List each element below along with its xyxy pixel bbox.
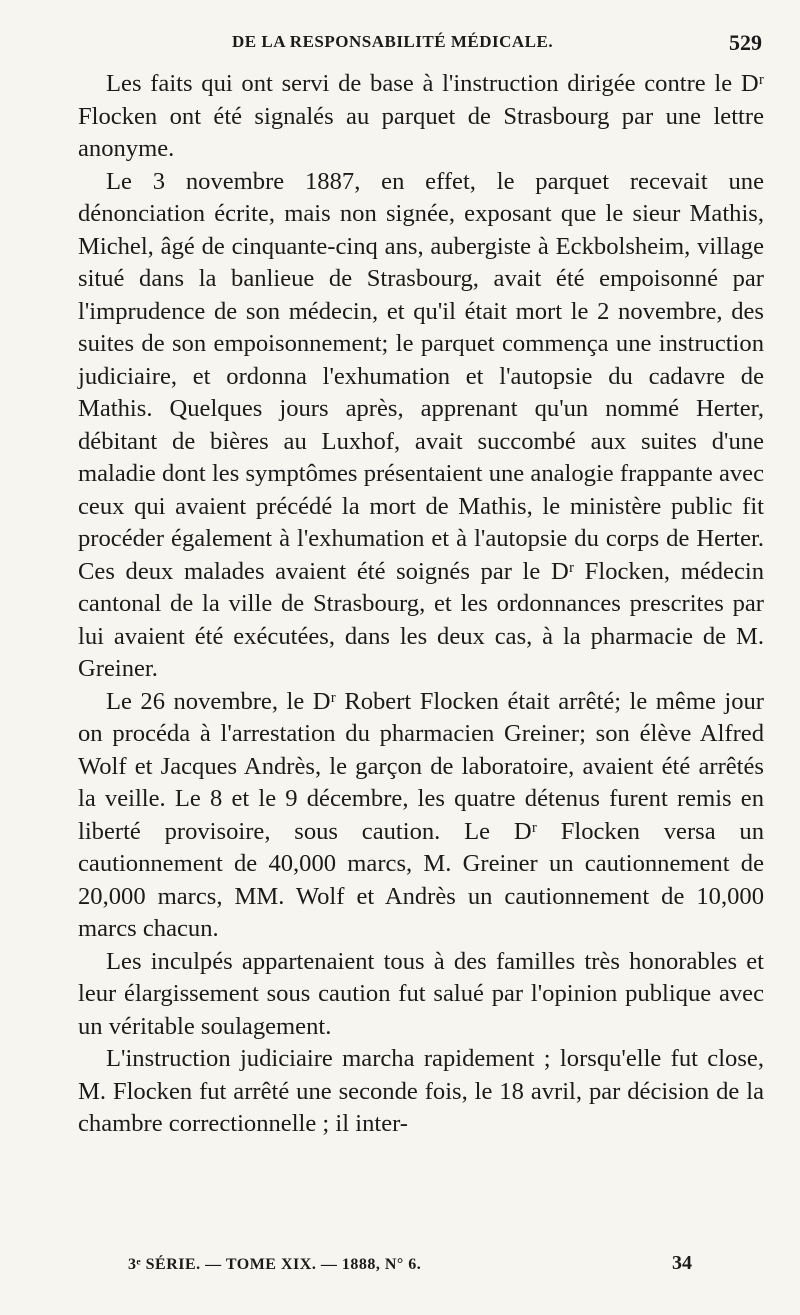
paragraph-3: Le 26 novembre, le Dʳ Robert Flocken était arrêté; le même jour on procéda à l'arrestation du pharmacien Greiner; son élève Alfred Wolf et Jacques Andrès, le garçon de laboratoire, avaient été arrêtés la veille. Le 8 et le 9 décembre, les quatre détenus furent remis en liberté provisoire, sous caution. Le Dʳ Flocken versa un cautionnement de 40,000 marcs, M. Greiner un cautionnement de 20,000 marcs, MM. Wolf et Andrès un cautionnement de 10,000 marcs chacun.: [78, 687, 764, 942]
paragraph-4: Les inculpés appartenaient tous à des familles très honorables et leur élargissement sous caution fut salué par l'opinion publique avec un véritable soulagement.: [78, 947, 764, 1040]
page-number: 529: [729, 30, 762, 55]
header-title: DE LA RESPONSABILITÉ MÉDICALE.: [232, 32, 554, 51]
signature-mark: 34: [672, 1252, 692, 1274]
page-footer: [0, 1252, 800, 1282]
paragraph-1: Les faits qui ont servi de base à l'instruction dirigée contre le Dʳ Flocken ont été signalés au parquet de Strasbourg par une lettre anonyme.: [78, 70, 764, 162]
footer-series: 3ᵉ SÉRIE. — TOME XIX. — 1888, N° 6.: [128, 1256, 422, 1273]
body-text: [78, 68, 764, 1141]
paragraph-5: L'instruction judiciaire marcha rapidement ; lorsqu'elle fut close, M. Flocken fut arrêté une seconde fois, le 18 avril, par décision de la chambre correctionnelle ; il inter-: [78, 1045, 764, 1137]
paragraph-2: Le 3 novembre 1887, en effet, le parquet recevait une dénonciation écrite, mais non signée, exposant que le sieur Mathis, Michel, âgé de cinquante-cinq ans, aubergiste à Eckbolsheim, village situé dans la banlieue de Strasbourg, avait été empoisonné par l'imprudence de son médecin, et qu'il était mort le 2 novembre, des suites de son empoisonnement; le parquet commença une instruction judiciaire, et ordonna l'exhumation et l'autopsie du cadavre de Mathis. Quelques jours après, apprenant qu'un nommé Herter, débitant de bières au Luxhof, avait succombé aux suites d'une maladie dont les symptômes présentaient une analogie frappante avec ceux qui avaient précédé la mort de Mathis, le ministère public fit procéder également à l'exhumation et à l'autopsie du corps de Herter. Ces deux malades avaient été soignés par le Dʳ Flocken, médecin cantonal de la ville de Strasbourg, et les ordonnances prescrites par lui avaient été exécutées, dans les deux cas, à la pharmacie de M. Greiner.: [78, 167, 764, 682]
running-header: [0, 30, 800, 60]
